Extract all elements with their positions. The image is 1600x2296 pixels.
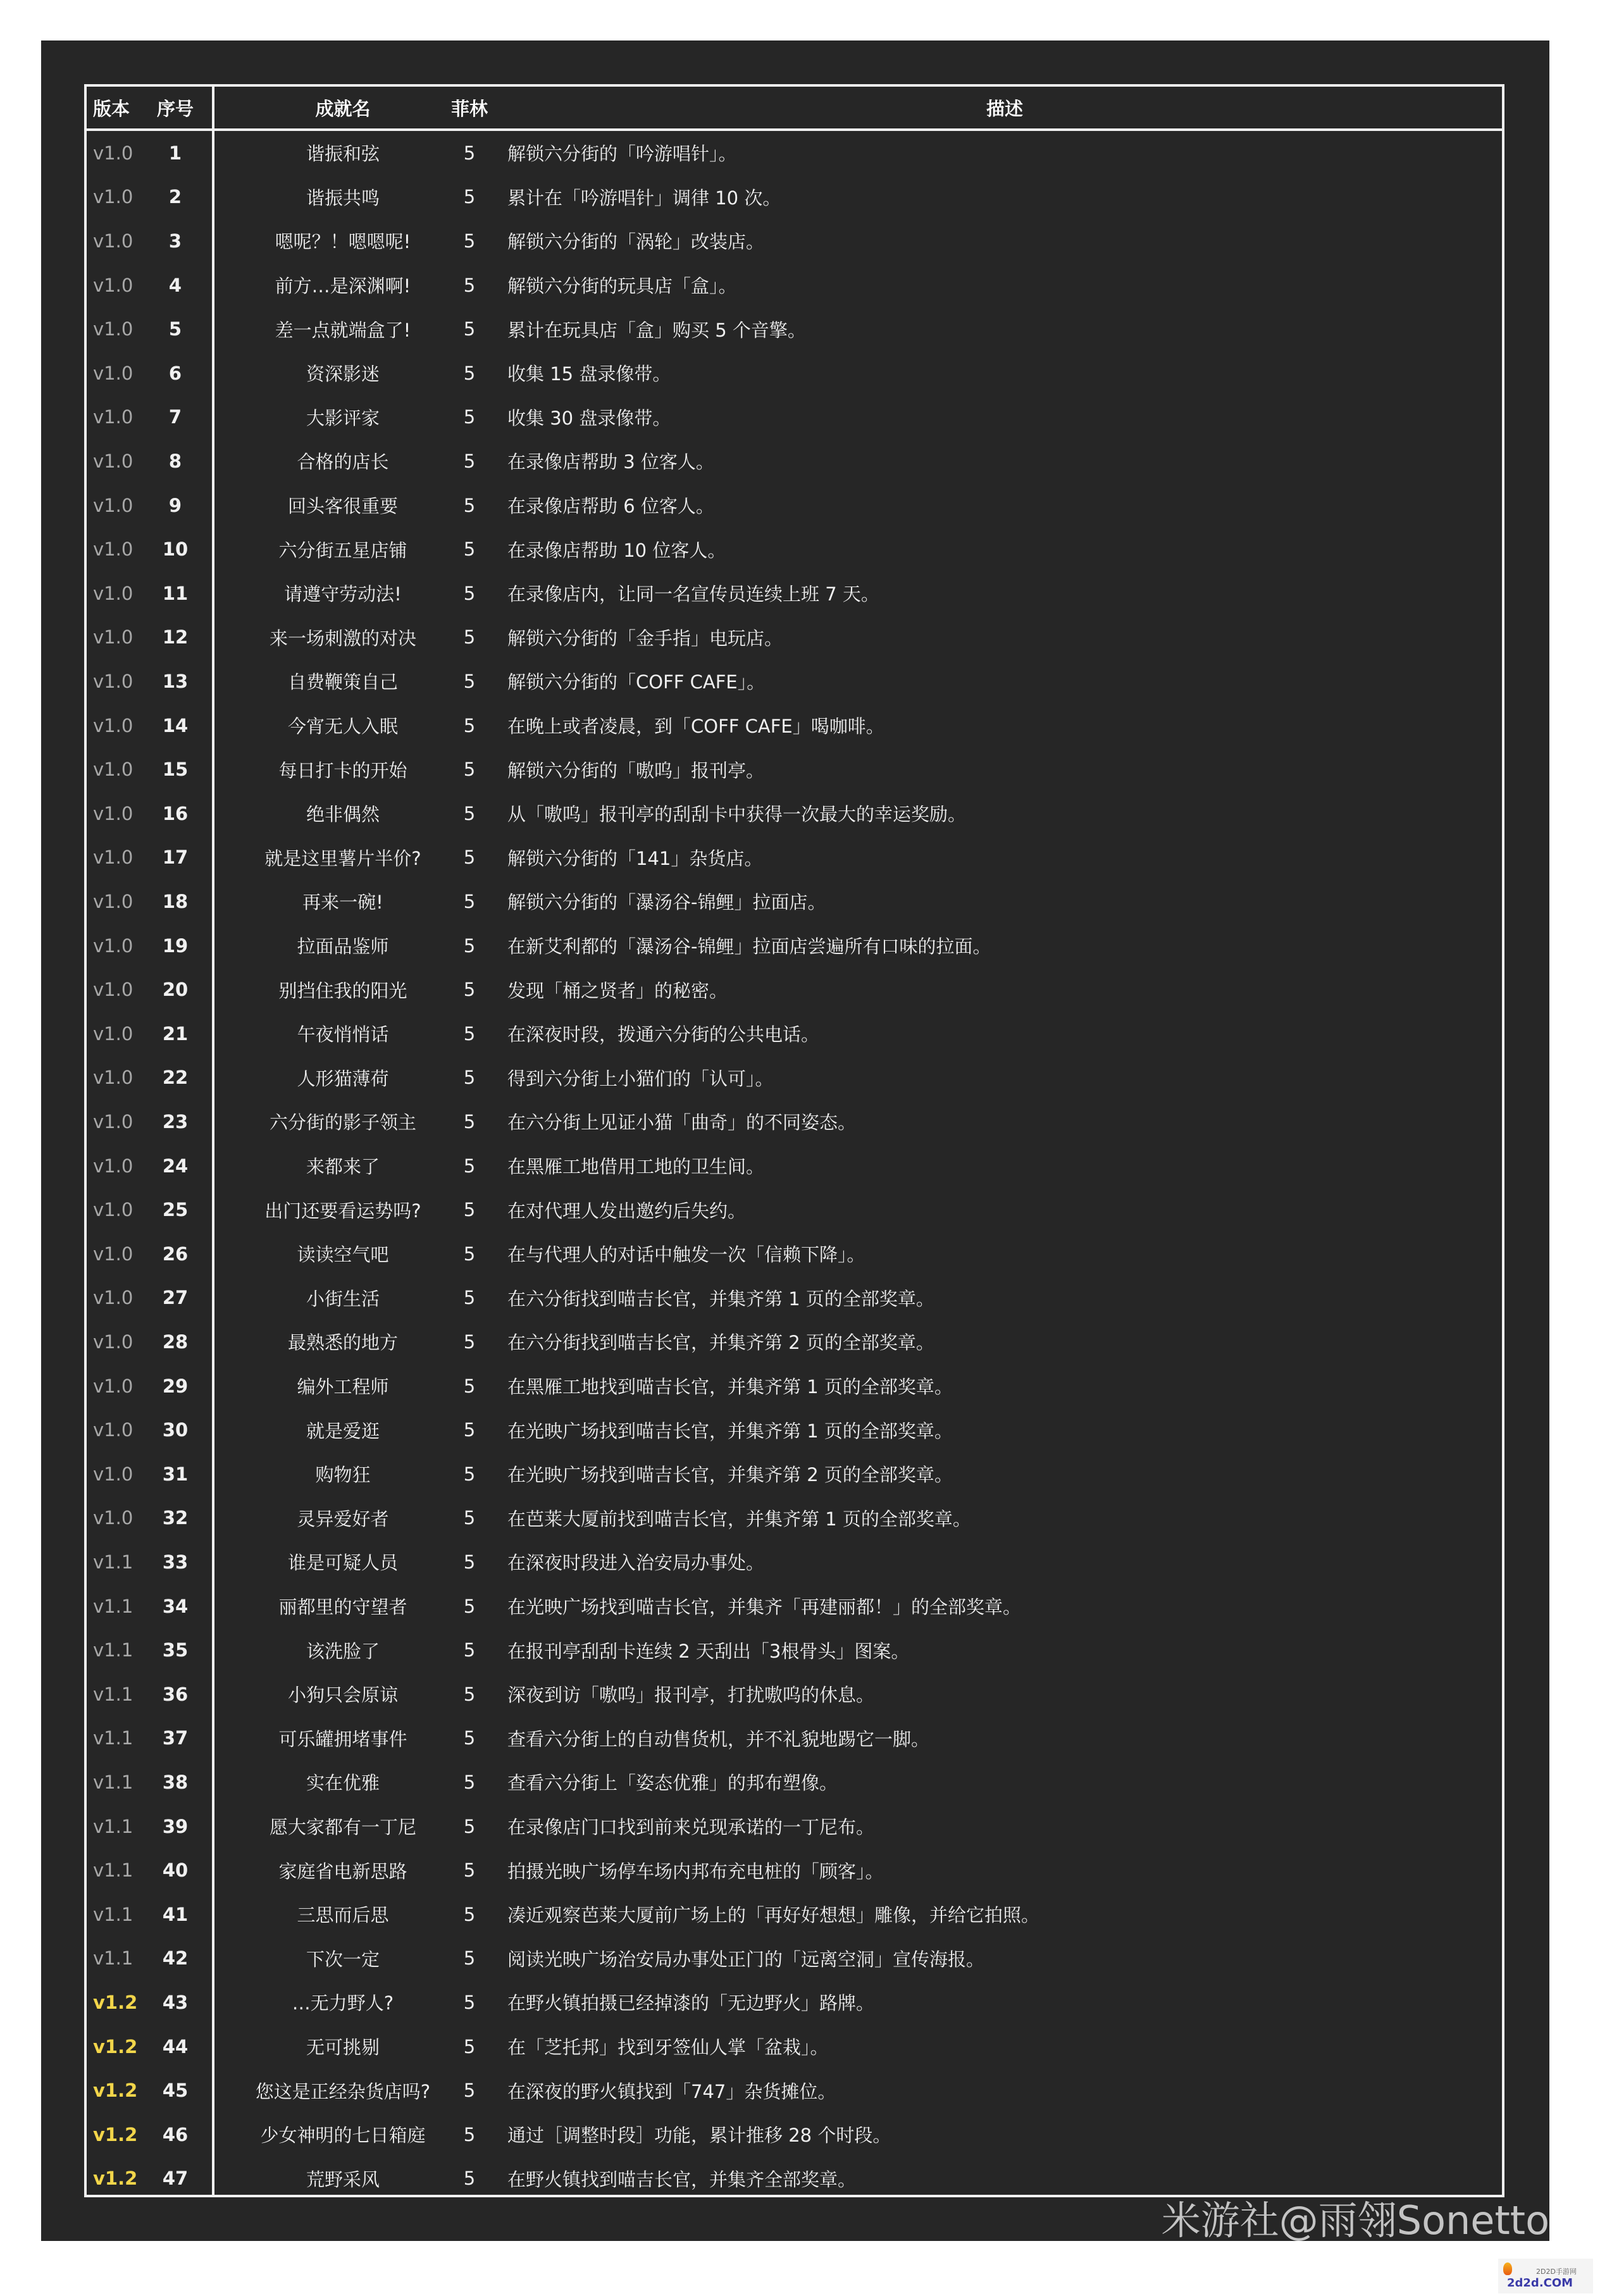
cell-name: 您这是正经杂货店吗?	[255, 2080, 431, 2102]
cell-name: 小街生活	[306, 1288, 380, 1310]
cell-name: 今宵无人入眠	[287, 716, 398, 738]
cell-version: v1.2	[93, 2080, 138, 2102]
table-row	[87, 1980, 1502, 2025]
cell-version: v1.0	[93, 538, 133, 561]
cell-name: 绝非偶然	[306, 804, 380, 826]
cell-description: 查看六分街上的自动售货机，并不礼貌地踢它一脚。	[507, 1728, 930, 1750]
cell-name: 丽都里的守望者	[278, 1596, 407, 1618]
cell-number: 43	[162, 1991, 189, 2013]
cell-number: 36	[162, 1683, 189, 1705]
cell-description: 收集 30 盘录像带。	[507, 407, 671, 429]
cell-film: 5	[463, 230, 476, 252]
cell-description: 在六分街上见证小猫「曲奇」的不同姿态。	[507, 1112, 857, 1134]
table-row	[87, 2025, 1502, 2069]
cell-film: 5	[463, 1683, 476, 1705]
cell-film: 5	[463, 450, 476, 472]
cell-number: 21	[162, 1022, 189, 1045]
cell-name: 少女神明的七日箱庭	[260, 2125, 426, 2147]
cell-description: 深夜到访「嗷呜」报刊亭，打扰嗷呜的休息。	[507, 1684, 875, 1706]
table-row	[87, 1892, 1502, 1937]
cell-name: 来都来了	[306, 1156, 380, 1178]
cell-version: v1.0	[93, 759, 133, 781]
table-row	[87, 924, 1502, 968]
cell-film: 5	[463, 670, 476, 692]
cell-number: 19	[162, 934, 189, 957]
table-row	[87, 836, 1502, 880]
table-row	[87, 1760, 1502, 1804]
table-row	[87, 1012, 1502, 1056]
cell-number: 38	[162, 1771, 189, 1793]
cell-name: …无力野人?	[292, 1992, 394, 2014]
cell-version: v1.0	[93, 1110, 133, 1132]
table-row	[87, 1584, 1502, 1629]
cell-film: 5	[463, 274, 476, 296]
cell-name: 实在优雅	[306, 1772, 380, 1794]
cell-version: v1.0	[93, 1463, 133, 1485]
cell-version: v1.0	[93, 406, 133, 428]
cell-film: 5	[463, 1199, 476, 1221]
cell-description: 在录像店帮助 10 位客人。	[507, 539, 726, 561]
header-name: 成就名	[315, 97, 371, 120]
cell-number: 28	[162, 1331, 189, 1353]
table-row	[87, 1188, 1502, 1232]
cell-version: v1.0	[93, 142, 133, 164]
table-header	[87, 87, 1502, 131]
table-row	[87, 219, 1502, 263]
cell-version: v1.2	[93, 2168, 138, 2190]
header-version: 版本	[93, 97, 130, 120]
cell-film: 5	[463, 979, 476, 1001]
table-row	[87, 1144, 1502, 1188]
cell-description: 在黑雁工地找到喵吉长官，并集齐第 1 页的全部奖章。	[507, 1376, 953, 1398]
cell-number: 32	[162, 1507, 189, 1529]
cell-description: 累计在「吟游唱针」调律 10 次。	[507, 187, 781, 209]
cell-description: 在「芝托邦」找到牙签仙人掌「盆栽」。	[507, 2037, 829, 2059]
cell-number: 30	[162, 1419, 189, 1441]
cell-version: v1.0	[93, 1331, 133, 1353]
cell-version: v1.0	[93, 847, 133, 869]
cell-film: 5	[463, 802, 476, 824]
cell-version: v1.0	[93, 1155, 133, 1177]
cell-number: 13	[162, 670, 189, 692]
cell-description: 在深夜的野火镇找到「747」杂货摊位。	[507, 2080, 836, 2102]
cell-number: 37	[162, 1727, 189, 1749]
cell-description: 解锁六分街的「涡轮」改装店。	[507, 231, 765, 253]
cell-name: 人形猫薄荷	[297, 1067, 389, 1089]
cell-version: v1.0	[93, 230, 133, 252]
cell-version: v1.1	[93, 1727, 133, 1749]
cell-description: 查看六分街上「姿态优雅」的邦布塑像。	[507, 1772, 838, 1794]
cell-name: 荒野采风	[306, 2168, 380, 2190]
cell-film: 5	[463, 142, 476, 164]
table-row	[87, 1100, 1502, 1144]
table-row	[87, 527, 1502, 571]
cell-version: v1.0	[93, 1419, 133, 1441]
cell-description: 解锁六分街的「吟游唱针」。	[507, 143, 737, 165]
cell-film: 5	[463, 1067, 476, 1089]
table-row	[87, 704, 1502, 748]
cell-name: 读读空气吧	[297, 1244, 389, 1266]
cell-description: 在光映广场找到喵吉长官，并集齐第 1 页的全部奖章。	[507, 1420, 953, 1442]
cell-version: v1.1	[93, 1595, 133, 1617]
cell-film: 5	[463, 2168, 476, 2190]
table-row	[87, 1232, 1502, 1276]
cell-description: 在野火镇找到喵吉长官，并集齐全部奖章。	[507, 2168, 857, 2190]
cell-name: 该洗脸了	[306, 1640, 380, 1662]
cell-version: v1.0	[93, 1287, 133, 1309]
table-row	[87, 659, 1502, 704]
cell-description: 在与代理人的对话中触发一次「信赖下降」。	[507, 1244, 865, 1266]
cell-description: 在报刊亭刮刮卡连续 2 天刮出「3根骨头」图案。	[507, 1640, 910, 1662]
cell-film: 5	[463, 1595, 476, 1617]
cell-name: 三思而后思	[297, 1904, 389, 1927]
table-row	[87, 1056, 1502, 1100]
cell-number: 46	[162, 2123, 189, 2145]
cell-name: 合格的店长	[297, 451, 389, 473]
cell-description: 在录像店帮助 6 位客人。	[507, 495, 714, 518]
cell-number: 42	[162, 1947, 189, 1970]
cell-name: 六分街的影子领主	[269, 1112, 416, 1134]
cell-description: 在深夜时段，拨通六分街的公共电话。	[507, 1024, 820, 1046]
cell-description: 拍摄光映广场停车场内邦布充电桩的「顾客」。	[507, 1860, 884, 1882]
cell-name: 资深影迷	[306, 363, 380, 385]
cell-version: v1.0	[93, 1067, 133, 1089]
cell-name: 下次一定	[306, 1948, 380, 1970]
cell-film: 5	[463, 714, 476, 736]
cell-number: 18	[162, 890, 189, 912]
table-row	[87, 395, 1502, 440]
cell-version: v1.1	[93, 1859, 133, 1882]
cell-number: 5	[168, 318, 182, 340]
table-row	[87, 2157, 1502, 2201]
cell-number: 39	[162, 1815, 189, 1837]
cell-description: 在光映广场找到喵吉长官，并集齐第 2 页的全部奖章。	[507, 1464, 953, 1486]
table-row	[87, 1937, 1502, 1981]
cell-number: 6	[168, 362, 182, 384]
cell-number: 7	[168, 406, 182, 428]
cell-description: 累计在玩具店「盒」购买 5 个音擎。	[507, 319, 806, 341]
torch-icon	[1503, 2262, 1512, 2275]
cell-name: 再来一碗!	[302, 891, 383, 914]
cell-number: 26	[162, 1243, 189, 1265]
table-row	[87, 1452, 1502, 1496]
table-row	[87, 2068, 1502, 2113]
cell-version: v1.0	[93, 670, 133, 692]
table-row	[87, 967, 1502, 1012]
cell-description: 在六分街找到喵吉长官，并集齐第 2 页的全部奖章。	[507, 1332, 934, 1354]
cell-film: 5	[463, 1022, 476, 1045]
cell-name: 小狗只会原谅	[287, 1684, 398, 1706]
cell-number: 3	[168, 230, 182, 252]
cell-description: 在芭莱大厦前找到喵吉长官，并集齐第 1 页的全部奖章。	[507, 1508, 971, 1530]
cell-number: 11	[162, 582, 189, 604]
cell-name: 拉面品鉴师	[297, 936, 389, 958]
cell-description: 凑近观察芭莱大厦前广场上的「再好好想想」雕像，并给它拍照。	[507, 1904, 1040, 1927]
achievement-table	[84, 84, 1504, 2197]
cell-number: 8	[168, 450, 182, 472]
cell-version: v1.0	[93, 1507, 133, 1529]
cell-version: v1.0	[93, 362, 133, 384]
cell-number: 27	[162, 1287, 189, 1309]
header-number: 序号	[156, 97, 194, 120]
cell-film: 5	[463, 318, 476, 340]
cell-version: v1.0	[93, 450, 133, 472]
cell-version: v1.0	[93, 274, 133, 296]
cell-description: 在野火镇拍摄已经掉漆的「无边野火」路牌。	[507, 1992, 875, 2014]
cell-film: 5	[463, 2123, 476, 2145]
cell-name: 别挡住我的阳光	[278, 979, 407, 1002]
cell-name: 来一场刺激的对决	[269, 627, 416, 649]
cell-description: 解锁六分街的「COFF CAFE」。	[507, 671, 766, 693]
cell-version: v1.0	[93, 186, 133, 208]
cell-version: v1.0	[93, 1243, 133, 1265]
cell-version: v1.1	[93, 1551, 133, 1573]
cell-description: 在六分街找到喵吉长官，并集齐第 1 页的全部奖章。	[507, 1288, 934, 1310]
table-row	[87, 2113, 1502, 2157]
header-film: 菲林	[450, 97, 488, 120]
cell-film: 5	[463, 1287, 476, 1309]
cell-name: 回头客很重要	[287, 495, 398, 518]
cell-version: v1.0	[93, 494, 133, 516]
cell-number: 34	[162, 1595, 189, 1617]
cell-name: 编外工程师	[297, 1376, 389, 1398]
cell-film: 5	[463, 2080, 476, 2102]
cell-film: 5	[463, 362, 476, 384]
cell-film: 5	[463, 934, 476, 957]
table-row	[87, 616, 1502, 660]
cell-version: v1.0	[93, 802, 133, 824]
cell-version: v1.2	[93, 2123, 138, 2145]
table-row	[87, 1496, 1502, 1541]
cell-film: 5	[463, 1551, 476, 1573]
cell-film: 5	[463, 1859, 476, 1882]
cell-film: 5	[463, 582, 476, 604]
table-row	[87, 263, 1502, 307]
cell-name: 大影评家	[306, 407, 380, 429]
cell-number: 33	[162, 1551, 189, 1573]
cell-film: 5	[463, 1771, 476, 1793]
cell-version: v1.0	[93, 714, 133, 736]
cell-version: v1.0	[93, 1199, 133, 1221]
cell-version: v1.0	[93, 1022, 133, 1045]
cell-film: 5	[463, 1419, 476, 1441]
cell-description: 阅读光映广场治安局办事处正门的「远离空洞」宣传海报。	[507, 1948, 985, 1970]
cell-film: 5	[463, 538, 476, 561]
cell-number: 12	[162, 626, 189, 648]
cell-number: 44	[162, 2035, 189, 2057]
cell-film: 5	[463, 759, 476, 781]
cell-film: 5	[463, 1727, 476, 1749]
cell-description: 解锁六分街的「141」杂货店。	[507, 847, 763, 869]
cell-number: 17	[162, 847, 189, 869]
cell-version: v1.0	[93, 318, 133, 340]
cell-name: 自费鞭策自己	[287, 671, 398, 693]
cell-name: 就是爱逛	[306, 1420, 380, 1442]
cell-name: 灵异爱好者	[297, 1508, 389, 1530]
cell-version: v1.1	[93, 1947, 133, 1970]
cell-version: v1.1	[93, 1815, 133, 1837]
cell-name: 就是这里薯片半价?	[264, 847, 421, 869]
cell-version: v1.0	[93, 890, 133, 912]
cell-description: 在新艾利都的「瀑汤谷-锦鲤」拉面店尝遍所有口味的拉面。	[507, 936, 991, 958]
cell-version: v1.2	[93, 2035, 138, 2057]
cell-number: 22	[162, 1067, 189, 1089]
cell-description: 在录像店帮助 3 位客人。	[507, 451, 714, 473]
cell-name: 无可挑剔	[306, 2037, 380, 2059]
cell-film: 5	[463, 1815, 476, 1837]
cell-number: 20	[162, 979, 189, 1001]
cell-film: 5	[463, 1507, 476, 1529]
watermark: 米游社@雨翎Sonetto	[1161, 2197, 1549, 2243]
cell-number: 2	[168, 186, 182, 208]
cell-version: v1.1	[93, 1639, 133, 1661]
cell-film: 5	[463, 406, 476, 428]
cell-description: 在深夜时段进入治安局办事处。	[507, 1552, 765, 1574]
table-row	[87, 1716, 1502, 1761]
cell-name: 最熟悉的地方	[287, 1332, 398, 1354]
cell-version: v1.1	[93, 1683, 133, 1705]
cell-film: 5	[463, 1375, 476, 1397]
table-row	[87, 1804, 1502, 1849]
cell-name: 每日打卡的开始	[278, 759, 407, 781]
cell-name: 前方…是深渊啊!	[275, 275, 411, 297]
cell-number: 47	[162, 2168, 189, 2190]
cell-number: 25	[162, 1199, 189, 1221]
table-row	[87, 1276, 1502, 1320]
cell-description: 在黑雁工地借用工地的卫生间。	[507, 1156, 765, 1178]
site-logo	[1498, 2259, 1593, 2293]
cell-version: v1.0	[93, 582, 133, 604]
cell-name: 六分街五星店铺	[278, 539, 407, 561]
cell-film: 5	[463, 186, 476, 208]
cell-name: 出门还要看运势吗?	[264, 1200, 421, 1222]
cell-number: 41	[162, 1903, 189, 1925]
table-row	[87, 307, 1502, 351]
cell-number: 10	[162, 538, 189, 561]
cell-number: 1	[168, 142, 182, 164]
table-row	[87, 1364, 1502, 1408]
cell-film: 5	[463, 1463, 476, 1485]
cell-description: 在录像店内，让同一名宣传员连续上班 7 天。	[507, 583, 879, 605]
table-row	[87, 1540, 1502, 1584]
cell-name: 愿大家都有一丁尼	[269, 1816, 416, 1839]
cell-film: 5	[463, 847, 476, 869]
cell-description: 在对代理人发出邀约后失约。	[507, 1200, 747, 1222]
cell-description: 在光映广场找到喵吉长官，并集齐「再建丽都！」的全部奖章。	[507, 1596, 1022, 1618]
table-row	[87, 1320, 1502, 1364]
header-description: 描述	[986, 97, 1023, 120]
cell-film: 5	[463, 1947, 476, 1970]
cell-number: 4	[168, 274, 182, 296]
table-row	[87, 1408, 1502, 1452]
cell-number: 16	[162, 802, 189, 824]
logo-line1: 2D2D手游网	[1536, 2268, 1577, 2276]
cell-film: 5	[463, 1243, 476, 1265]
table-row	[87, 879, 1502, 924]
cell-description: 通过［调整时段］功能，累计推移 28 个时段。	[507, 2125, 891, 2147]
cell-number: 9	[168, 494, 182, 516]
cell-film: 5	[463, 890, 476, 912]
cell-description: 收集 15 盘录像带。	[507, 363, 671, 385]
cell-description: 在录像店门口找到前来兑现承诺的一丁尼布。	[507, 1816, 875, 1839]
table-row	[87, 747, 1502, 791]
cell-film: 5	[463, 1639, 476, 1661]
cell-description: 从「嗷呜」报刊亭的刮刮卡中获得一次最大的幸运奖励。	[507, 804, 967, 826]
table-row	[87, 571, 1502, 616]
cell-description: 解锁六分街的玩具店「盒」。	[507, 275, 737, 297]
cell-name: 午夜悄悄话	[297, 1024, 389, 1046]
cell-name: 购物狂	[315, 1464, 371, 1486]
cell-name: 家庭省电新思路	[278, 1860, 407, 1882]
cell-version: v1.0	[93, 979, 133, 1001]
cell-version: v1.1	[93, 1903, 133, 1925]
cell-description: 得到六分街上小猫们的「认可」。	[507, 1067, 774, 1089]
cell-description: 发现「桶之贤者」的秘密。	[507, 979, 728, 1002]
table-row	[87, 1848, 1502, 1892]
cell-name: 谁是可疑人员	[287, 1552, 398, 1574]
logo-line2: 2d2d.COM	[1507, 2276, 1573, 2290]
cell-version: v1.1	[93, 1771, 133, 1793]
cell-number: 23	[162, 1110, 189, 1132]
cell-name: 谐振共鸣	[306, 187, 380, 209]
cell-name: 嗯呢？！嗯嗯呢!	[275, 231, 411, 253]
cell-film: 5	[463, 1991, 476, 2013]
cell-name: 可乐罐拥堵事件	[278, 1728, 407, 1750]
cell-film: 5	[463, 1331, 476, 1353]
cell-description: 在晚上或者凌晨，到「COFF CAFE」喝咖啡。	[507, 716, 884, 738]
cell-number: 24	[162, 1155, 189, 1177]
cell-number: 14	[162, 714, 189, 736]
table-row	[87, 1672, 1502, 1716]
cell-film: 5	[463, 1110, 476, 1132]
table-row	[87, 483, 1502, 528]
cell-number: 45	[162, 2080, 189, 2102]
cell-version: v1.0	[93, 626, 133, 648]
cell-film: 5	[463, 2035, 476, 2057]
cell-description: 解锁六分街的「瀑汤谷-锦鲤」拉面店。	[507, 891, 826, 914]
cell-version: v1.0	[93, 934, 133, 957]
cell-film: 5	[463, 626, 476, 648]
cell-number: 29	[162, 1375, 189, 1397]
cell-film: 5	[463, 1155, 476, 1177]
cell-version: v1.0	[93, 1375, 133, 1397]
cell-description: 解锁六分街的「嗷呜」报刊亭。	[507, 759, 765, 781]
cell-name: 谐振和弦	[306, 143, 380, 165]
table-row	[87, 351, 1502, 395]
cell-description: 解锁六分街的「金手指」电玩店。	[507, 627, 783, 649]
cell-number: 40	[162, 1859, 189, 1882]
cell-name: 差一点就端盒了!	[275, 319, 411, 341]
cell-number: 35	[162, 1639, 189, 1661]
cell-film: 5	[463, 1903, 476, 1925]
table-row	[87, 131, 1502, 175]
cell-film: 5	[463, 494, 476, 516]
cell-name: 请遵守劳动法!	[284, 583, 402, 605]
table-row	[87, 439, 1502, 483]
cell-version: v1.2	[93, 1991, 138, 2013]
cell-number: 31	[162, 1463, 189, 1485]
table-row	[87, 175, 1502, 220]
table-row	[87, 791, 1502, 836]
table-row	[87, 1628, 1502, 1672]
cell-number: 15	[162, 759, 189, 781]
